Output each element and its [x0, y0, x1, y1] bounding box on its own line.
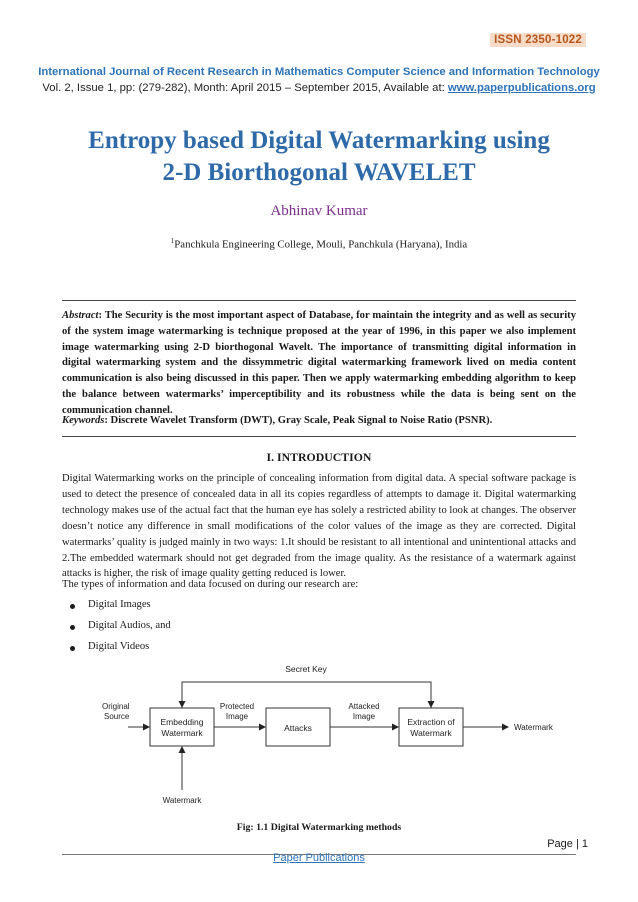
list-item-text: Digital Audios, and [88, 620, 171, 631]
watermarking-diagram [96, 658, 566, 808]
attacked-label: Attacked [348, 702, 380, 711]
extraction-watermark-label: Watermark [410, 728, 452, 738]
abstract [62, 308, 576, 419]
keywords-text: : Discrete Wavelet Transform (DWT), Gray Scale, Peak Signal to Noise Ratio (PSNR). [104, 415, 493, 426]
output-watermark-label: Watermark [514, 723, 553, 732]
list-item-text: Digital Videos [88, 641, 150, 652]
list-item [70, 599, 171, 620]
embedding-watermark-label: Watermark [161, 728, 203, 738]
affiliation-marker: 1 [170, 237, 175, 245]
abstract-label: Abstract [62, 310, 99, 321]
title-line-2: 2-D Biorthogonal WAVELET [162, 159, 476, 186]
protected-image-label: Image [225, 712, 249, 721]
abstract-text: : The Security is the most important aspect of Database, for maintain the integrity and as well as security of the system image watermarking is technique proposed at the year of 1996, in this paper we also implement image watermarking using 2-D biorthogonal Wavelt. The importance of transmitting digital information in digital watermarking system and the dissymmetric digital watermarking framework lived on media content communication is also being discussed in this paper. Then we apply watermarking embedding algorithm to keep the balance between watermarks’ imperceptibility and its robustness while the data is being sent on the communication channel. [62, 310, 576, 416]
intro-paragraph: Digital Watermarking works on the principle of concealing information from digital data. A special software package is used to detect the presence of concealed data in all its copies regardless of attempts to damage it. Digital watermarking technology makes use of the actual fact that the human eye has solely a restricted ability to look at changes. The observer doesn’t notice any difference in small modifications of the color values of the image as they are corrected. Digital watermarks’ quality is judged mainly in two ways: 1.It should be resistant to all intentional and unintentional attacks and 2.The embedded watermark should not get degraded from the image quality. As the resistance of a watermark against attacks is higher, the risk of image quality getting reduced is lower. [62, 473, 577, 580]
list-item-text: Digital Images [88, 599, 151, 610]
source-label: Source [104, 712, 130, 721]
attacks-label: Attacks [284, 723, 312, 733]
section-heading: I. INTRODUCTION [266, 450, 372, 464]
keywords [62, 415, 576, 426]
bullet-icon [70, 646, 75, 651]
bullet-icon [70, 625, 75, 630]
journal-name: International Journal of Recent Research in Mathematics Computer Science and Information Technology [38, 66, 600, 78]
input-watermark-label: Watermark [162, 796, 202, 805]
affiliation-text: Panchkula Engineering College, Mouli, Panchkula (Haryana), India [174, 238, 468, 251]
original-label: Original [102, 702, 130, 711]
journal-url-link[interactable]: www.paperpublications.org [447, 82, 596, 94]
attacked-image-label: Image [352, 712, 376, 721]
abstract-top-rule [62, 300, 576, 301]
volume-line [0, 82, 638, 94]
embedding-box [150, 708, 214, 746]
bullet-icon [70, 604, 75, 609]
figure-caption: Fig: 1.1 Digital Watermarking methods [236, 822, 402, 833]
secret-key-label: Secret Key [285, 664, 327, 674]
volume-text: Vol. 2, Issue 1, pp: (279-282), Month: April 2015 – September 2015, Available at: [42, 82, 448, 94]
page-number: Page | 1 [547, 838, 588, 850]
list-item [70, 620, 171, 641]
abstract-bottom-rule [62, 436, 576, 437]
affiliation [0, 237, 638, 251]
paper-title [0, 125, 638, 189]
extraction-label: Extraction of [407, 717, 455, 727]
protected-label: Protected [219, 702, 255, 711]
keywords-label: Keywords [62, 415, 105, 426]
list-intro: The types of information and data focused on during our research are: [62, 579, 359, 590]
publisher-link[interactable]: Paper Publications [273, 852, 365, 864]
bullet-list [70, 599, 171, 662]
title-line-1: Entropy based Digital Watermarking using [88, 127, 550, 154]
extraction-box [399, 708, 463, 746]
embedding-label: Embedding [160, 717, 204, 727]
issn-badge: ISSN 2350-1022 [490, 33, 586, 47]
diagram-svg [96, 658, 566, 808]
author-name: Abhinav Kumar [270, 203, 368, 219]
